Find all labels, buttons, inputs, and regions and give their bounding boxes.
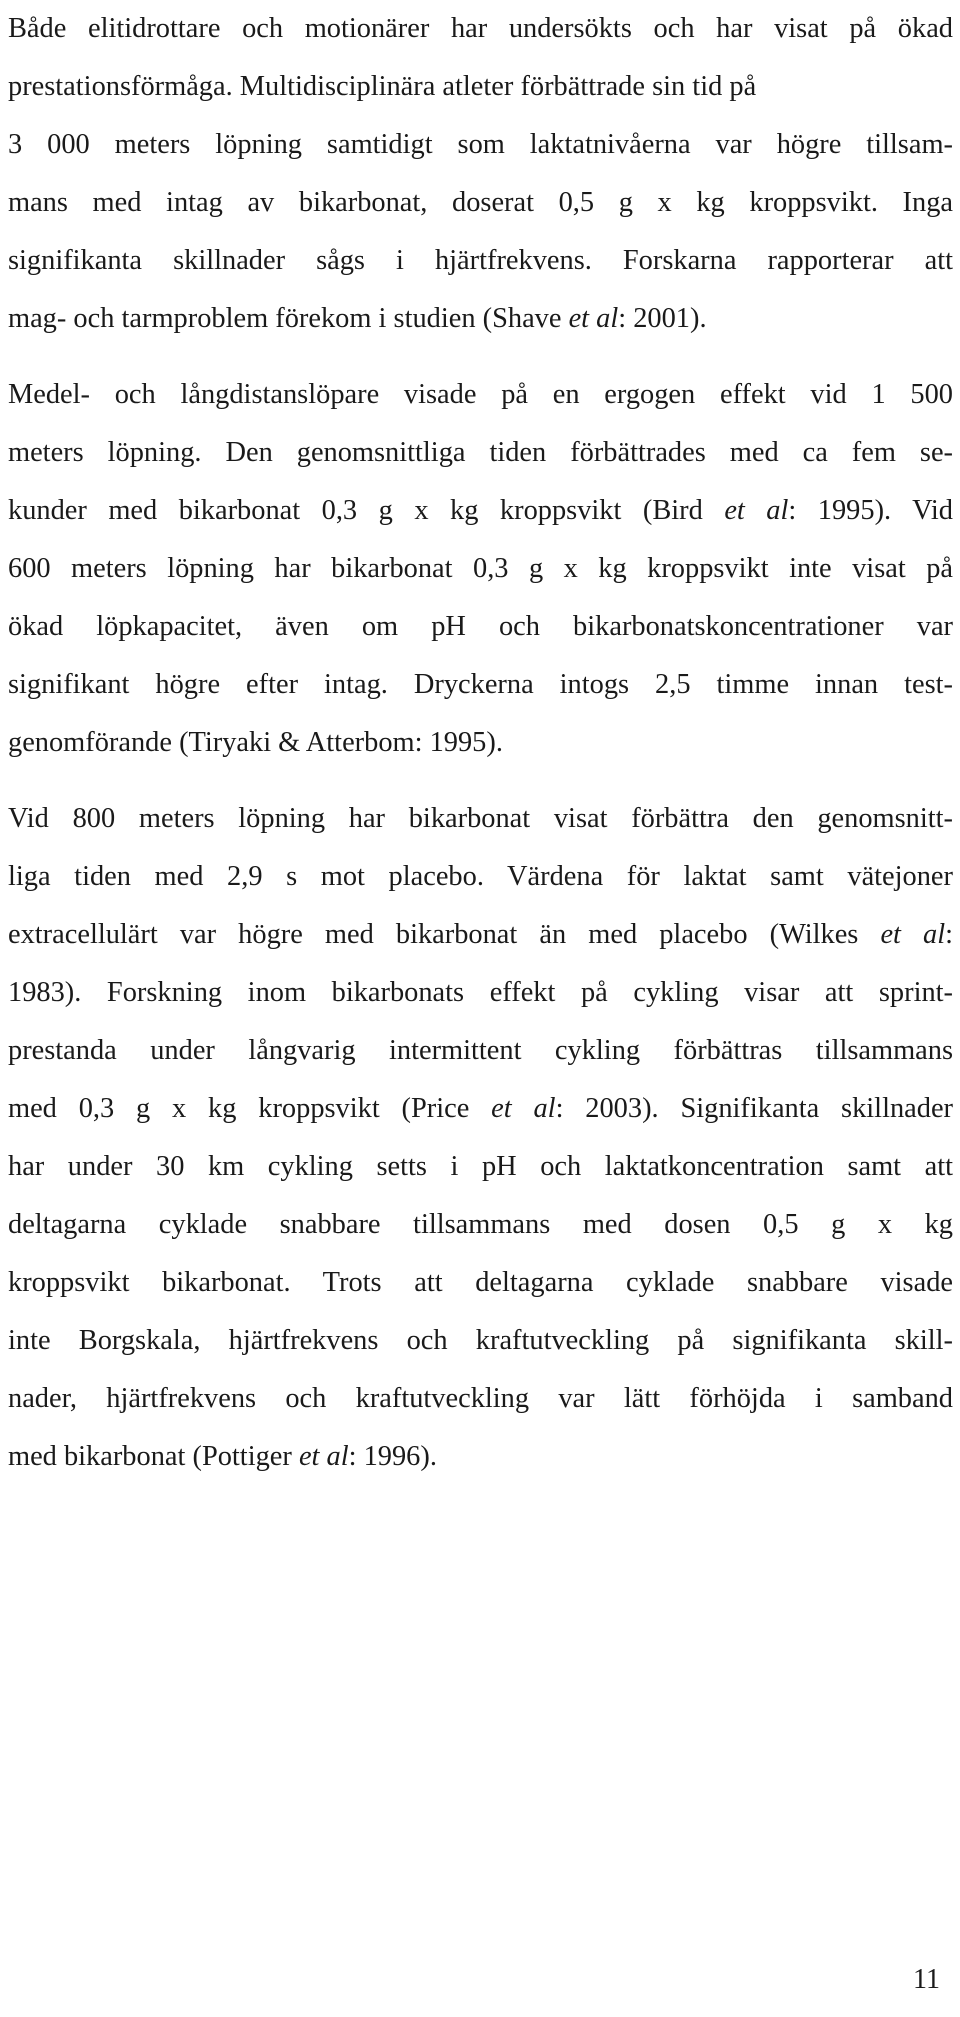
text-span: : 1995). Vid	[788, 495, 953, 526]
document-page	[8, 0, 953, 1486]
text-line: 3 000 meters löpning samtidigt som laktatnivåerna var högre tillsam-	[8, 129, 953, 160]
text-line: kroppsvikt bikarbonat. Trots att deltagarna cyklade snabbare visade	[8, 1267, 953, 1298]
text-line: signifikanta skillnader sågs i hjärtfrekvens. Forskarna rapporterar att	[8, 245, 953, 276]
citation-etal: et al	[568, 303, 619, 334]
text-line: Både elitidrottare och motionärer har undersökts och har visat på ökad	[8, 13, 953, 44]
text-span: mag- och tarmproblem förekom i studien (Shave	[8, 303, 569, 334]
paragraph-3	[8, 790, 953, 1486]
text-span: : 1996).	[348, 1441, 437, 1472]
text-line: 1983). Forskning inom bikarbonats effekt på cykling visar att sprint-	[8, 977, 953, 1008]
text-line: inte Borgskala, hjärtfrekvens och kraftutveckling på signifikanta skill-	[8, 1325, 953, 1356]
text-line: har under 30 km cykling setts i pH och laktatkoncentration samt att	[8, 1151, 953, 1182]
paragraph-2	[8, 366, 953, 772]
citation-etal: et al	[724, 495, 789, 526]
text-line	[8, 1080, 953, 1138]
text-line: genomförande (Tiryaki & Atterbom: 1995).	[8, 727, 503, 758]
text-line: 600 meters löpning har bikarbonat 0,3 g x kg kroppsvikt inte visat på	[8, 553, 953, 584]
text-span: extracellulärt var högre med bikarbonat än med placebo (Wilkes	[8, 919, 881, 950]
text-span: kunder med bikarbonat 0,3 g x kg kroppsvikt (Bird	[8, 495, 725, 526]
paragraph-1	[8, 0, 953, 348]
text-span: :	[945, 919, 953, 950]
text-line: deltagarna cyklade snabbare tillsammans med dosen 0,5 g x kg	[8, 1209, 953, 1240]
text-span: : 2001).	[618, 303, 707, 334]
text-line: Medel- och långdistanslöpare visade på en ergogen effekt vid 1 500	[8, 379, 953, 410]
text-line: prestationsförmåga. Multidisciplinära atleter förbättrade sin tid på	[8, 71, 757, 102]
text-line: liga tiden med 2,9 s mot placebo. Värdena för laktat samt vätejoner	[8, 861, 953, 892]
citation-etal: et al	[491, 1093, 556, 1124]
text-span: med bikarbonat (Pottiger	[8, 1441, 299, 1472]
paragraph-gap	[8, 772, 953, 790]
text-span: med 0,3 g x kg kroppsvikt (Price	[8, 1093, 492, 1124]
citation-etal: et al	[298, 1441, 349, 1472]
text-line: mans med intag av bikarbonat, doserat 0,5 g x kg kroppsvikt. Inga	[8, 187, 953, 218]
text-line: signifikant högre efter intag. Dryckerna intogs 2,5 timme innan test-	[8, 669, 953, 700]
text-span: : 2003). Signifikanta skillnader	[555, 1093, 954, 1124]
text-line	[8, 290, 953, 348]
text-line	[8, 906, 953, 964]
text-line: nader, hjärtfrekvens och kraftutveckling var lätt förhöjda i samband	[8, 1383, 953, 1414]
text-line	[8, 1428, 953, 1486]
citation-etal: et al	[880, 919, 946, 950]
text-line: meters löpning. Den genomsnittliga tiden förbättrades med ca fem se-	[8, 437, 953, 468]
paragraph-gap	[8, 348, 953, 366]
text-line: Vid 800 meters löpning har bikarbonat visat förbättra den genomsnitt-	[8, 803, 953, 834]
text-line: ökad löpkapacitet, även om pH och bikarbonatskoncentrationer var	[8, 611, 953, 642]
text-line: prestanda under långvarig intermittent cykling förbättras tillsammans	[8, 1035, 953, 1066]
page-number: 11	[913, 1964, 940, 1995]
text-line	[8, 482, 953, 540]
